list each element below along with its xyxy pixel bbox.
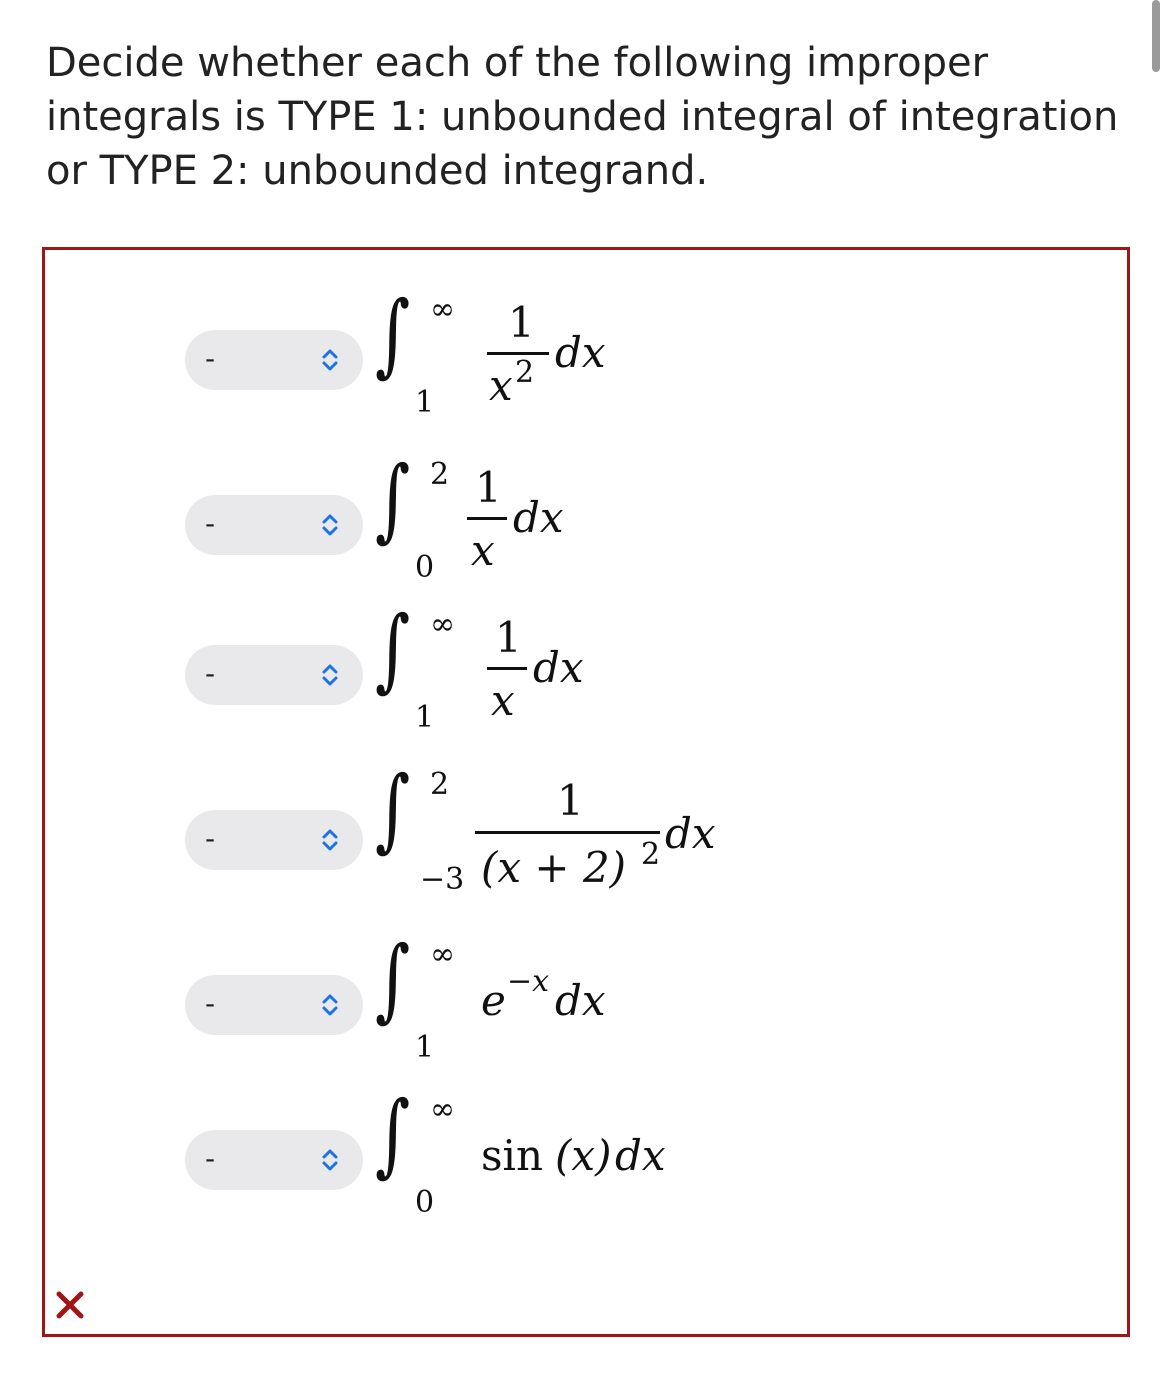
chevron-updown-icon [321,347,339,373]
chevron-updown-icon [321,992,339,1018]
chevron-updown-icon [321,1147,339,1173]
chevron-updown-icon [321,827,339,853]
type-select-4[interactable] [185,810,363,870]
integral-sign: ∫ [375,757,411,862]
type-select-2[interactable] [185,495,363,555]
select-value: - [205,342,216,375]
upper-limit: 2 [430,767,450,802]
numerator: 1 [557,776,584,825]
integral-5 [375,927,695,1065]
type-select-6[interactable] [185,1130,363,1190]
differential: dx [665,809,716,858]
upper-limit: 2 [430,457,450,492]
type-select-3[interactable] [185,645,363,705]
denominator: x [471,526,495,575]
lower-limit: 0 [415,550,435,585]
function-name: sin [481,1131,544,1180]
select-value: - [205,1142,216,1175]
lower-limit: 1 [415,1030,435,1065]
upper-limit: ∞ [430,1092,455,1127]
answer-box [42,247,1130,1337]
upper-limit: ∞ [430,937,455,972]
select-value: - [205,657,216,690]
fraction-bar [487,667,527,670]
differential: dx [615,1131,666,1180]
integral-sign: ∫ [375,927,411,1032]
scrollbar[interactable] [1152,0,1160,72]
integral-sign: ∫ [375,447,411,552]
type-select-1[interactable] [185,330,363,390]
differential: dx [555,976,606,1025]
integral-4 [375,757,795,905]
lower-limit: 0 [415,1185,435,1220]
fraction-bar [467,517,507,520]
type-select-5[interactable] [185,975,363,1035]
lower-limit: 1 [415,385,435,420]
differential: dx [555,328,606,377]
differential: dx [513,493,564,542]
integral-2 [375,447,695,585]
denominator-exponent: 2 [515,355,535,390]
upper-limit: ∞ [430,292,455,327]
denominator: x [489,361,513,410]
differential: dx [533,643,584,692]
exp-exponent: −x [507,964,550,999]
integral-sign: ∫ [375,597,411,702]
numerator: 1 [475,463,502,512]
numerator: 1 [495,613,522,662]
denominator-exponent: 2 [641,837,661,872]
numerator: 1 [508,298,535,347]
x-mark-icon [55,1290,85,1320]
integral-sign: ∫ [375,1082,411,1187]
denominator: x [491,676,515,725]
select-value: - [205,987,216,1020]
function-argument: (x) [555,1131,612,1180]
denominator: (x + 2) [481,843,627,892]
chevron-updown-icon [321,512,339,538]
integral-3 [375,597,695,735]
select-value: - [205,507,216,540]
integral-1 [375,282,695,420]
integral-sign: ∫ [375,282,411,387]
integral-6 [375,1082,735,1220]
chevron-updown-icon [321,662,339,688]
question-prompt: Decide whether each of the following improper integrals is TYPE 1: unbounded integral of integration or TYPE 2: unbounded integrand. [46,40,1119,194]
exp-base: e [481,976,506,1025]
select-value: - [205,822,216,855]
upper-limit: ∞ [430,607,455,642]
lower-limit: 1 [415,700,435,735]
lower-limit: −3 [420,862,465,897]
fraction-bar [475,831,660,834]
